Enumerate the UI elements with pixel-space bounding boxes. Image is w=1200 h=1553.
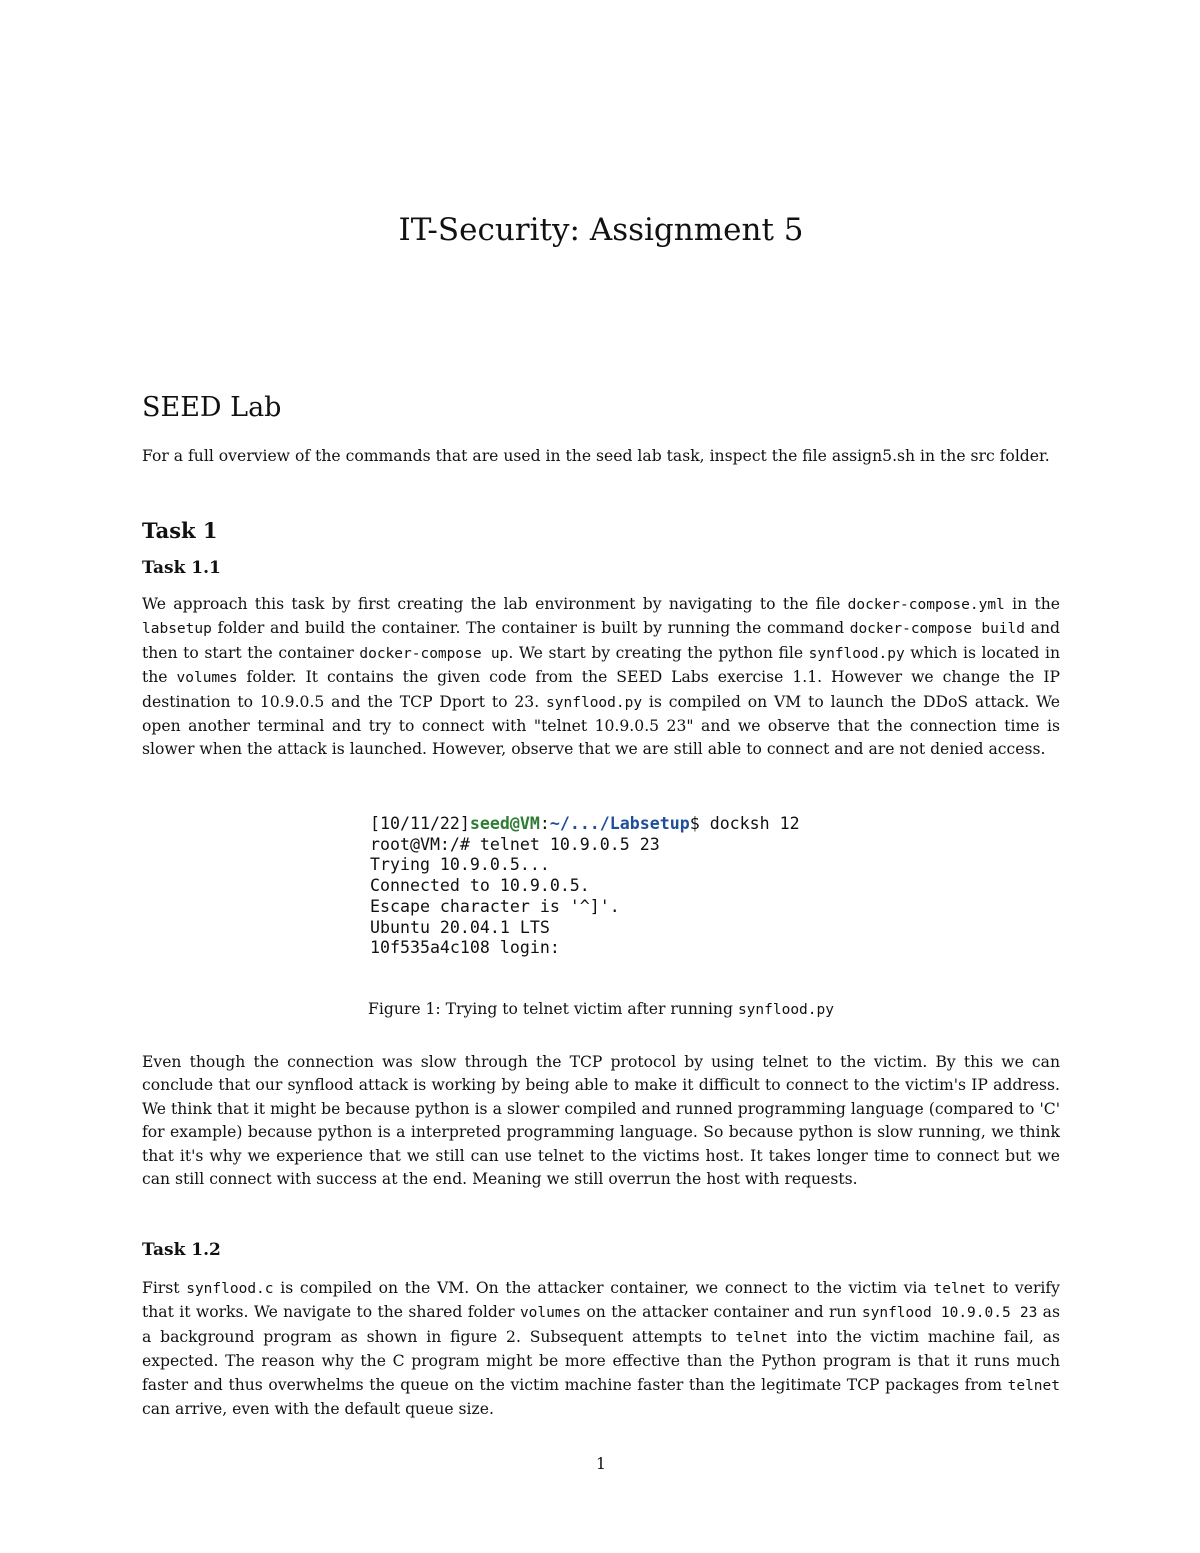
terminal-prompt-user: seed@VM [469, 814, 540, 833]
terminal-prompt-date: [10/11/22] [370, 814, 470, 833]
terminal-line: Trying 10.9.0.5... [370, 855, 550, 875]
inline-code: synflood.py [808, 645, 905, 662]
terminal-line: root@VM:/# telnet 10.9.0.5 23 [370, 834, 660, 854]
terminal-line: Ubuntu 20.04.1 LTS [370, 917, 550, 937]
terminal-prompt-colon: : [539, 814, 550, 833]
task-1-1-heading: Task 1.1 [142, 558, 221, 578]
figure-caption-code: synflood.py [737, 1002, 834, 1018]
document-title: IT-Security: Assignment 5 [398, 212, 804, 248]
task-1-heading: Task 1 [142, 518, 218, 543]
paragraph-text: in the [1004, 595, 1060, 613]
paragraph-text: folder. It contains the given code from the SEED Labs exercise 1.1. However we change the IP destination to 10.9.0.5 and the TCP Dport to 23. [142, 668, 1061, 711]
intro-paragraph: For a full overview of the commands that are used in the seed lab task, inspect the file assign5.sh in the src folder. [142, 447, 1050, 465]
task-1-1-paragraph [142, 593, 1060, 762]
paragraph-text: is compiled on VM to launch the DDoS attack. We open another terminal and try to connect with "telnet 10.9.0.5 23" and we observe that the connection time is slower when the attack is launched. However, observe that we are still able to connect and are not denied access. [142, 692, 1060, 759]
inline-code: synflood.py [546, 694, 643, 711]
terminal-line: 10f535a4c108 login: [370, 938, 560, 958]
paragraph-text: on the attacker container and run [581, 1303, 862, 1322]
inline-code: docker-compose build [849, 621, 1026, 638]
terminal-prompt-path: ~/.../Labsetup [549, 814, 690, 833]
terminal-screenshot [370, 814, 870, 959]
terminal-prompt-line [370, 814, 870, 835]
paragraph-text: We approach this task by first creating the lab environment by navigating to the file [142, 595, 848, 613]
paragraph-text: can arrive, even with the default queue size. [142, 1400, 494, 1419]
terminal-prompt-command: $ docksh 12 [689, 814, 800, 833]
inline-code: synflood.c [186, 1281, 274, 1297]
inline-code: synflood 10.9.0.5 23 [861, 1305, 1038, 1322]
inline-code: docker-compose.yml [847, 597, 1005, 613]
inline-code: docker-compose up [359, 645, 509, 662]
paragraph-text: as a background program as shown in figure 2. Subsequent attempts to [142, 1303, 1060, 1346]
inline-code: labsetup [142, 621, 212, 638]
page-number: 1 [596, 1455, 606, 1473]
figure-caption-text: Figure 1: Trying to telnet victim after running [368, 1000, 733, 1018]
paragraph-text: First [142, 1279, 187, 1297]
paragraph-text: to verify that it works. We navigate to the shared folder [142, 1279, 1060, 1322]
paragraph-text: which is located in the [142, 643, 1061, 687]
section-heading-seed-lab: SEED Lab [142, 392, 282, 423]
inline-code: telnet [933, 1281, 986, 1297]
paragraph-text: and then to start the container [142, 619, 1060, 662]
inline-code: volumes [176, 670, 238, 687]
task-1-2-heading: Task 1.2 [142, 1240, 221, 1260]
inline-code: volumes [519, 1305, 582, 1322]
task-1-2-paragraph [142, 1277, 1060, 1421]
inline-code: telnet [735, 1329, 788, 1346]
terminal-line: Connected to 10.9.0.5. [370, 876, 590, 896]
paragraph-text: is compiled on the VM. On the attacker container, we connect to the victim via [273, 1279, 934, 1297]
inline-code: telnet [1007, 1377, 1060, 1394]
paragraph-text: folder and build the container. The container is built by running the command [211, 619, 850, 638]
paragraph-text: into the victim machine fail, as expected. The reason why the C program might be more effective than the Python program is that it runs much faster and thus overwhelms the queue on the victim machine faster than the legitimate TCP packages from [142, 1327, 1060, 1394]
terminal-line: Escape character is '^]'. [370, 896, 620, 916]
paragraph-text: . We start by creating the python file [508, 643, 809, 662]
discussion-paragraph: Even though the connection was slow through the TCP protocol by using telnet to the victim. By this we can conclude that our synflood attack is working by being able to make it difficult to connect to the victim's IP address. We think that it might be because python is a slower compiled and runned programming language (compared to 'C' for example) because python is a interpreted programming language. So because python is slow running, we think that it's why we experience that we still can use telnet to the victims host. It takes longer time to connect but we can still connect with success at the end. Meaning we still overrun the host with requests. [142, 1053, 1060, 1189]
figure-caption [142, 1000, 1060, 1018]
